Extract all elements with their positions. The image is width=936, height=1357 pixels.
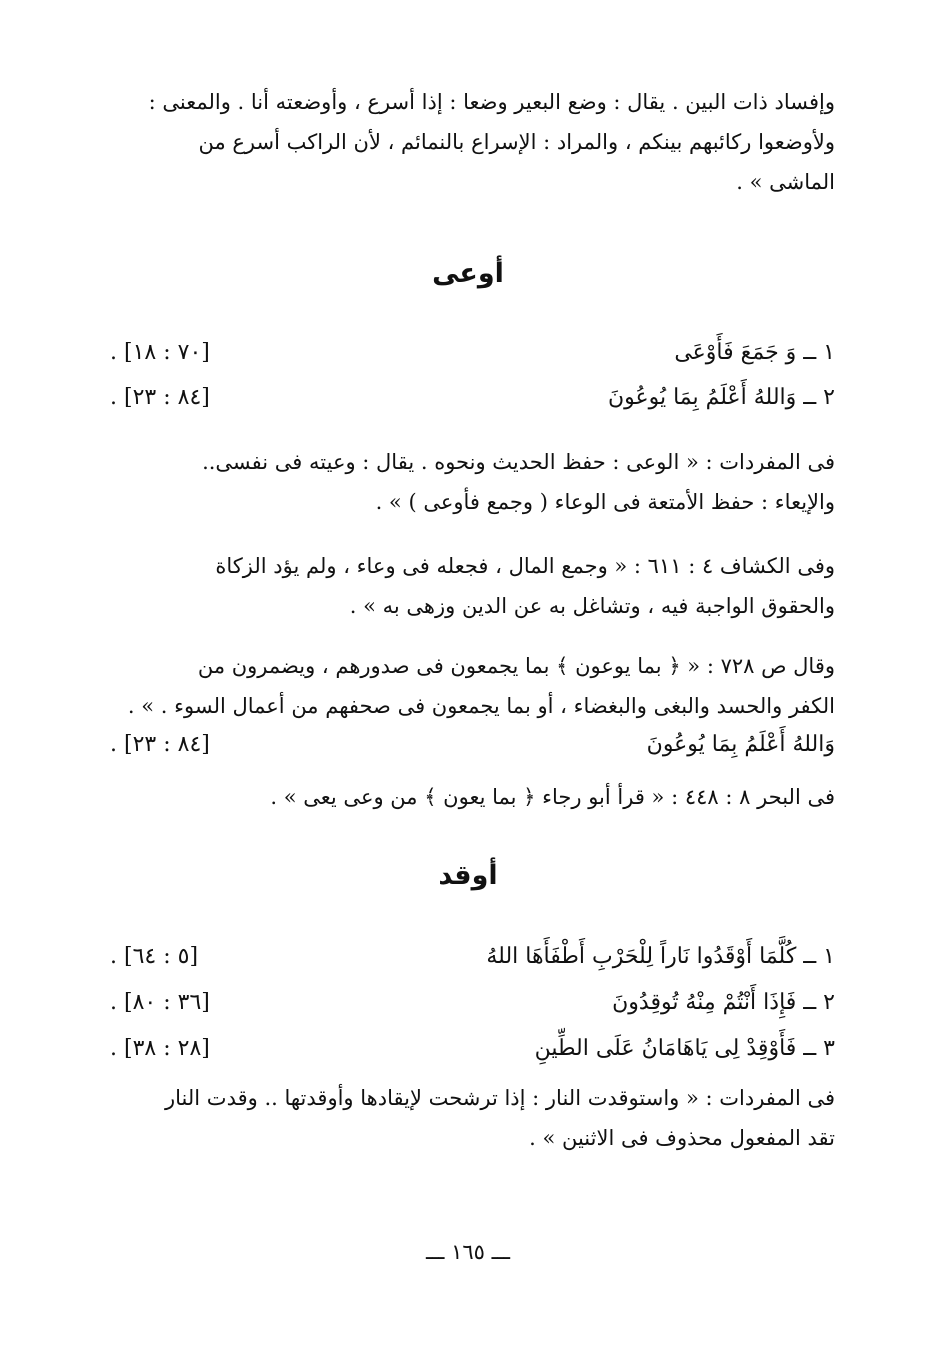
paragraph-line: وفى الكشاف ٤ : ٦١١ : « وجمع المال ، فجعله فى وعاء ، ولم يؤد الزكاة [215,554,835,578]
verse-reference: [٨٤ : ٢٣] . [110,385,210,410]
verse-reference: [٨٤ : ٢٣] . [110,732,210,757]
paragraph-line: فى المفردات : « واستوقدت النار : إذا ترشحت لإيقادها وأوقدتها .. وقدت النار [165,1086,835,1110]
verse-text: ١ ــ كُلَّمَا أَوْقَدُوا نَاراً لِلْحَرْبِ أَطْفَأَهَا اللهُ [486,944,835,969]
verse-reference: [٥ : ٦٤] . [110,944,199,969]
bahr-paragraph [110,777,835,817]
paragraph-line: والحقوق الواجبة فيه ، وتشاغل به عن الدين وزهى به » . [349,594,835,618]
intro-paragraph [110,82,835,202]
verse-reference: [٢٨ : ٣٨] . [110,1036,210,1061]
verse-text: وَاللهُ أَعْلَمُ بِمَا يُوعُونَ [646,732,835,757]
paragraph-line: وقال ص ٧٢٨ : « ﴿ بما يوعون ﴾ بما يجمعون فى صدورهم ، ويضمرون من [197,654,835,678]
kashshaf-paragraph [110,546,835,626]
paragraph-line: الكفر والحسد والبغى والبغضاء ، أو بما يجمعون فى صحفهم من أعمال السوء . » . [127,694,835,718]
verse-row [110,340,835,380]
paragraph-line: فى المفردات : « الوعى : حفظ الحديث ونحوه . يقال : وعيته فى نفسى.. [202,450,835,474]
paragraph-line: ولأوضعوا ركائبهم بينكم ، والمراد : الإسراع بالنمائم ، لأن الراكب أسرع من [198,130,835,154]
mufradat-paragraph-2 [110,1078,835,1158]
paragraph-line: تقد المفعول محذوف فى الاثنين » . [529,1126,835,1150]
verse-row [110,732,835,772]
verse-text: ١ ــ وَ جَمَعَ فَأَوْعَى [674,340,835,365]
mufradat-paragraph [110,442,835,522]
verse-row [110,944,835,984]
paragraph-line: فى البحر ٨ : ٤٤٨ : « قرأ أبو رجاء ﴿ بما يعون ﴾ من وعى يعى » . [270,785,835,809]
verse-reference: [٧٠ : ١٨] . [110,340,210,365]
section-heading-awqada: أوقد [438,860,498,891]
section-heading-awa: أوعى [432,258,504,289]
verse-text: ٢ ــ فَإِذَا أَنْتُمْ مِنْهُ تُوقِدُونَ [612,990,835,1015]
verse-text: ٣ ــ فَأَوْقِدْ لِى يَاهَامَانُ عَلَى الطِّينِ [534,1036,835,1061]
verse-reference: [٣٦ : ٨٠] . [110,990,210,1015]
verse-row [110,1036,835,1076]
paragraph-line: وإفساد ذات البين . يقال : وضع البعير وضعا : إذا أسرع ، وأوضعته أنا . والمعنى : [148,90,835,114]
verse-row [110,990,835,1030]
paragraph-line: والإيعاء : حفظ الأمتعة فى الوعاء ( وجمع فأوعى ) » . [375,490,835,514]
page-number: ـــ ١٦٥ ـــ [425,1240,511,1264]
commentary-paragraph [110,646,835,726]
verse-row [110,385,835,425]
verse-text: ٢ ــ وَاللهُ أَعْلَمُ بِمَا يُوعُونَ [607,385,835,410]
paragraph-line: الماشى » . [736,170,835,194]
